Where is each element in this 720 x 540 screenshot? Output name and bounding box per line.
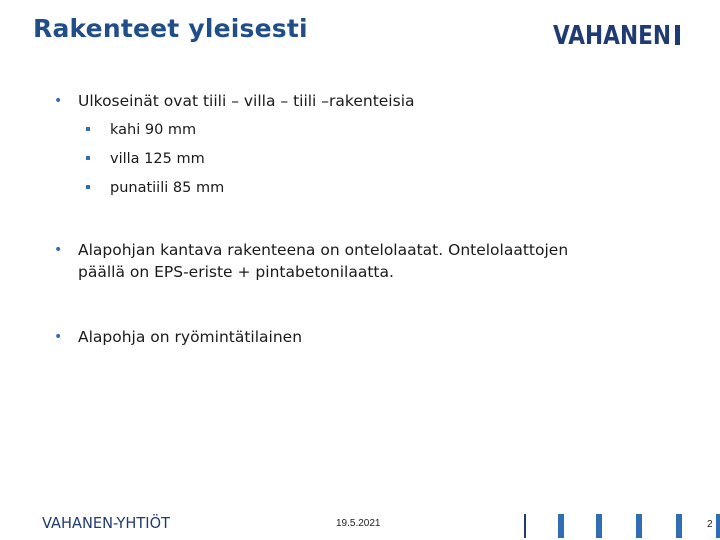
sub-bullet-item [110,120,196,140]
bullet-item [54,90,678,112]
bullet-item [54,239,678,283]
square-bullet-icon [86,127,90,131]
sub-bullet-text: punatiili 85 mm [110,180,225,196]
vahanen-logo [553,20,685,50]
sub-bullet-item [110,178,224,198]
footer-company-text: VAHANEN-YHTIÖT [42,514,174,532]
bullet-dot-icon: • [54,329,63,345]
bullet-dot-icon: • [54,242,63,258]
page-number: 2 [707,519,713,530]
bullet-dot-icon: • [54,93,63,109]
bullet-text: Alapohja on ryömintätilainen [78,328,303,346]
bullet-item [54,326,678,348]
bullet-text-line: Alapohjan kantava rakenteena on ontelolaatat. Ontelolaattojen [78,241,569,259]
sub-bullet-item [110,149,205,169]
vahanen-yhtiot-logo [42,514,174,532]
vahanen-logo-text: VAHANEN [553,21,671,50]
sub-bullet-text: villa 125 mm [110,151,205,167]
decorative-bars [520,512,720,540]
square-bullet-icon [86,156,90,160]
bullet-text-line: päällä on EPS-eriste + pintabetonilaatta. [78,263,394,281]
slide-title: Rakenteet yleisesti [33,14,308,43]
sub-bullet-text: kahi 90 mm [110,122,197,138]
bullet-text: Ulkoseinät ovat tiili – villa – tiili –rakenteisia [78,92,415,110]
slide-date: 19.5.2021 [336,518,381,529]
square-bullet-icon [86,185,90,189]
